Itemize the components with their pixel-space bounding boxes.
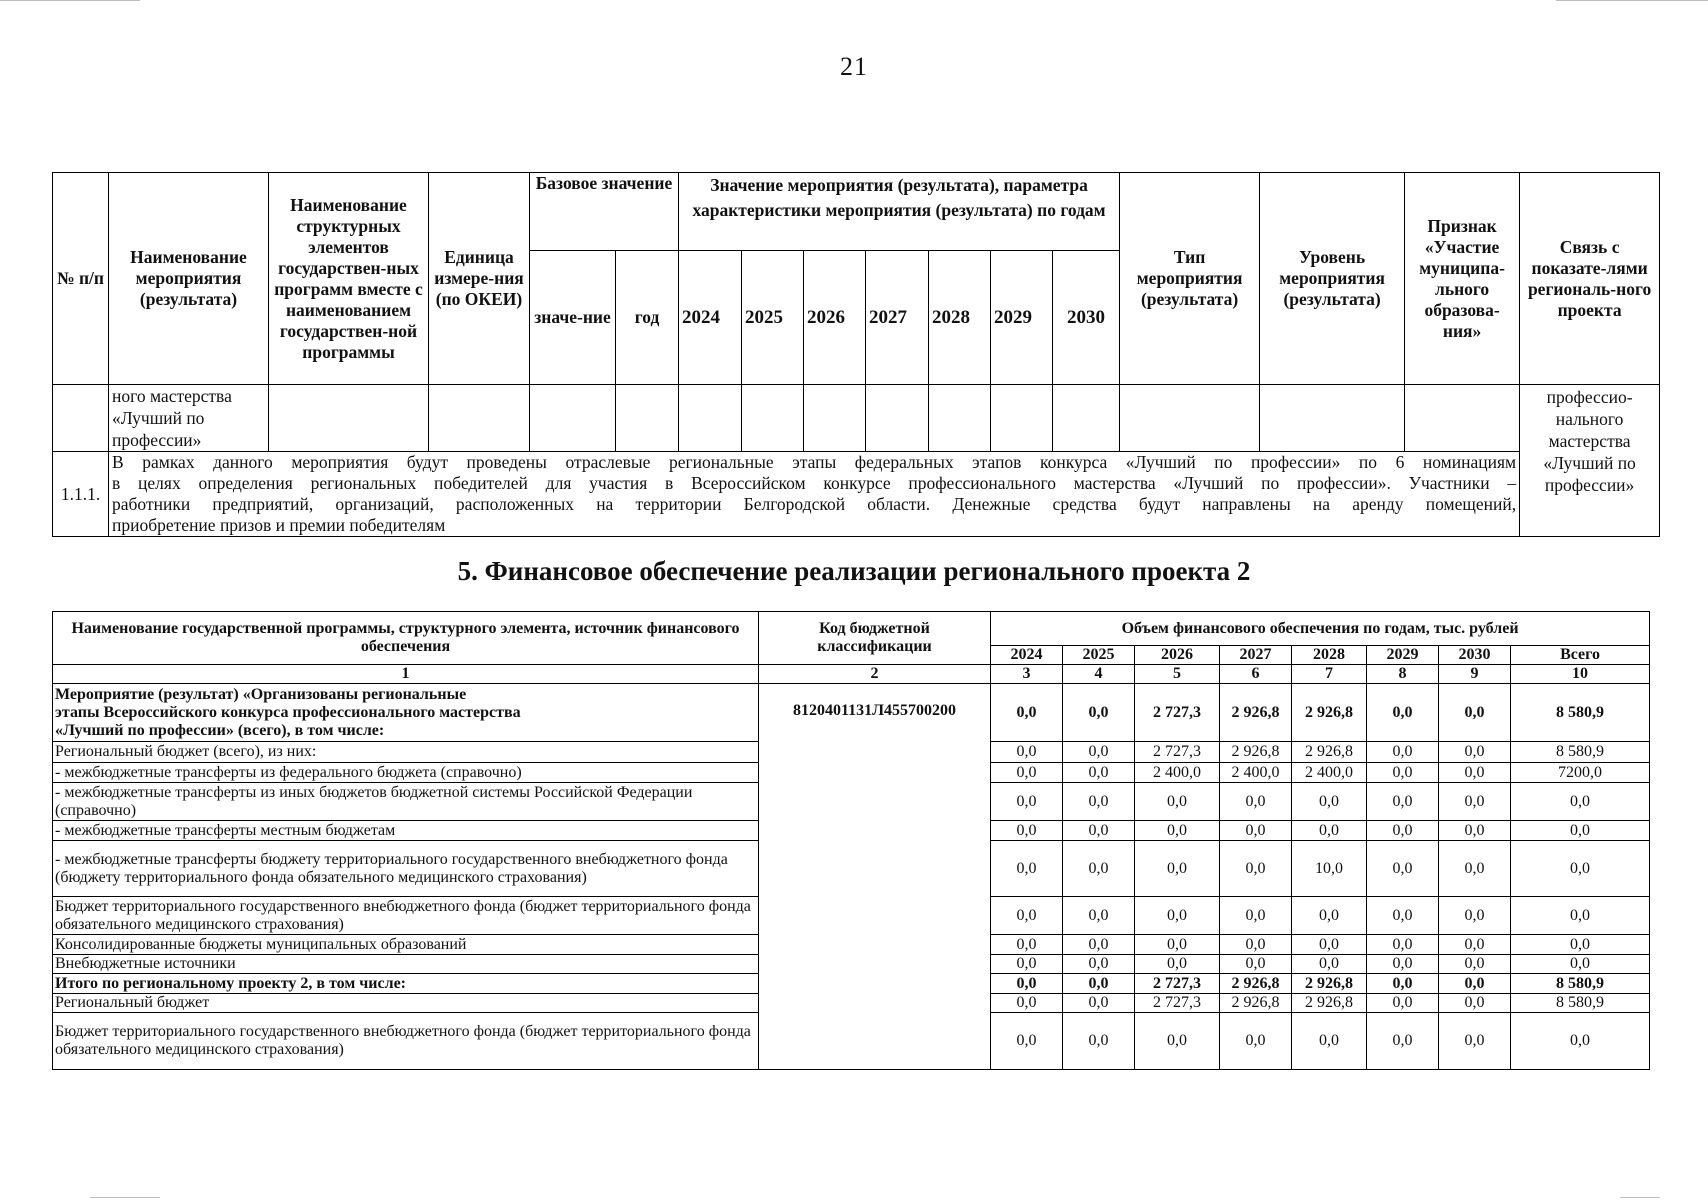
financing-row-value: 0,0 — [1135, 841, 1220, 897]
financing-row-value: 2 926,8 — [1220, 742, 1292, 763]
financing-row-total: 8 580,9 — [1511, 994, 1650, 1013]
financing-row-value: 0,0 — [1063, 1013, 1135, 1070]
financing-row-value: 0,0 — [1292, 955, 1367, 974]
financing-row-value: 0,0 — [1367, 821, 1439, 841]
financing-row-value: 0,0 — [1367, 974, 1439, 994]
header-activity-name: Наименование мероприятия (результата) — [109, 173, 269, 385]
header-structural-elements: Наименование структурных элементов государствен-ных программ вместе с наименованием государствен-ной программы — [269, 173, 429, 385]
financing-row-label: - межбюджетные трансферты из федерального бюджета (справочно) — [53, 763, 759, 783]
empty-cell — [1260, 385, 1405, 452]
financing-row-label: - межбюджетные трансферты местным бюджетам — [53, 821, 759, 841]
financing-row-value: 0,0 — [1063, 974, 1135, 994]
header-number: № п/п — [53, 173, 109, 385]
fin-column-number: 3 — [991, 665, 1063, 684]
financing-row-value: 0,0 — [1439, 821, 1511, 841]
financing-row-value: 0,0 — [1063, 684, 1135, 742]
financing-row-value: 0,0 — [1367, 684, 1439, 742]
financing-row-value: 0,0 — [1292, 821, 1367, 841]
empty-cell — [679, 385, 742, 452]
header-year-2029: 2029 — [991, 251, 1053, 385]
financing-row-value: 0,0 — [1367, 897, 1439, 935]
financing-row-label: Региональный бюджет (всего), из них: — [53, 742, 759, 763]
financing-row-value: 0,0 — [1135, 821, 1220, 841]
header-base-year: год — [616, 251, 679, 385]
header-municipal-participation: Признак «Участие муниципа-льного образова-ния» — [1405, 173, 1520, 385]
scan-edge-bottom-right — [1620, 1197, 1660, 1198]
fin-column-number: 4 — [1063, 665, 1135, 684]
fin-header-year: 2030 — [1439, 646, 1511, 665]
financing-row-value: 0,0 — [991, 935, 1063, 955]
fin-header-year: 2025 — [1063, 646, 1135, 665]
financing-row-value: 0,0 — [991, 955, 1063, 974]
financing-table — [52, 611, 1650, 1070]
financing-row-value: 0,0 — [1292, 1013, 1367, 1070]
header-year-2024: 2024 — [679, 251, 742, 385]
empty-cell — [1120, 385, 1260, 452]
financing-row-total: 0,0 — [1511, 783, 1650, 821]
header-year-2030: 2030 — [1053, 251, 1120, 385]
financing-row-label: Региональный бюджет — [53, 994, 759, 1013]
financing-row-label: Мероприятие (результат) «Организованы региональные этапы Всероссийского конкурса профессионального мастерства «Лучший по профессии» (всего), в том числе: — [53, 684, 759, 742]
header-values-by-year: Значение мероприятия (результата), параметра характеристики мероприятия (результата) по годам — [679, 173, 1120, 251]
financing-row-label: - межбюджетные трансферты из иных бюджетов бюджетной системы Российской Федерации (справочно) — [53, 783, 759, 821]
financing-row-value: 2 727,3 — [1135, 974, 1220, 994]
financing-row-value: 10,0 — [1292, 841, 1367, 897]
financing-row-value: 0,0 — [1439, 783, 1511, 821]
financing-row-value: 0,0 — [1220, 821, 1292, 841]
financing-row-value: 0,0 — [1220, 935, 1292, 955]
fin-header-year: 2029 — [1367, 646, 1439, 665]
header-base-value-amount: значе-ние — [530, 251, 616, 385]
empty-cell — [530, 385, 616, 452]
financing-row-value: 2 400,0 — [1135, 763, 1220, 783]
financing-row-value: 0,0 — [1220, 1013, 1292, 1070]
financing-row-value: 0,0 — [1292, 935, 1367, 955]
header-base-value: Базовое значение — [530, 173, 679, 251]
header-link-indicators: Связь с показате-лями региональ-ного проекта — [1520, 173, 1660, 385]
link-indicators-value: профессио-нального мастерства «Лучший по профессии» — [1520, 385, 1660, 537]
financing-row-value: 2 926,8 — [1292, 742, 1367, 763]
financing-row-value: 2 400,0 — [1292, 763, 1367, 783]
financing-row-value: 0,0 — [1135, 935, 1220, 955]
financing-row-value: 0,0 — [991, 1013, 1063, 1070]
section-title: 5. Финансовое обеспечение реализации регионального проекта 2 — [457, 556, 1251, 586]
financing-row-total: 0,0 — [1511, 841, 1650, 897]
financing-row-value: 0,0 — [1135, 897, 1220, 935]
fin-column-number: 1 — [53, 665, 759, 684]
scan-edge-top-right — [1556, 0, 1708, 1]
financing-row-total: 0,0 — [1511, 821, 1650, 841]
empty-cell — [929, 385, 991, 452]
scan-edge-top-left — [0, 0, 140, 1]
financing-row-value: 0,0 — [1367, 841, 1439, 897]
empty-cell — [742, 385, 804, 452]
financing-row-value: 2 926,8 — [1292, 994, 1367, 1013]
financing-row-value: 0,0 — [991, 684, 1063, 742]
empty-cell — [429, 385, 530, 452]
activity-name-continuation: ного мастерства «Лучший по профессии» — [109, 385, 269, 452]
financing-row-value: 0,0 — [1063, 821, 1135, 841]
description-line: В рамках данного мероприятия будут проведены отраслевые региональные этапы федеральных этапов конкурса «Лучший по профессии» по 6 номинациям — [112, 452, 1517, 472]
scan-edge-bottom-left — [90, 1197, 160, 1198]
financing-row-value: 0,0 — [1439, 974, 1511, 994]
empty-cell — [804, 385, 866, 452]
financing-row-value: 0,0 — [1063, 897, 1135, 935]
financing-row-value: 0,0 — [1135, 783, 1220, 821]
financing-row-value: 0,0 — [1063, 955, 1135, 974]
description-line: приобретение призов и премии победителям — [112, 515, 446, 535]
financing-row-value: 0,0 — [991, 841, 1063, 897]
financing-row-value: 0,0 — [1439, 897, 1511, 935]
financing-row-value: 0,0 — [1220, 783, 1292, 821]
financing-row-value: 2 727,3 — [1135, 684, 1220, 742]
financing-row-value: 0,0 — [1367, 994, 1439, 1013]
financing-row-value: 0,0 — [1439, 955, 1511, 974]
financing-row-value: 0,0 — [1292, 897, 1367, 935]
fin-header-total: Всего — [1511, 646, 1650, 665]
financing-row-value: 2 926,8 — [1220, 684, 1292, 742]
financing-row-label: Итого по региональному проекту 2, в том числе: — [53, 974, 759, 994]
fin-header-code: Код бюджетной классификации — [759, 612, 991, 665]
fin-header-year: 2024 — [991, 646, 1063, 665]
header-year-2027: 2027 — [866, 251, 929, 385]
financing-row-value: 0,0 — [991, 742, 1063, 763]
description-line: работники предприятий, организаций, расположенных на территории Белгородской области. Денежные средства будут направлены на аренду помещений, — [112, 494, 1517, 514]
header-unit: Единица измере-ния (по ОКЕИ) — [429, 173, 530, 385]
financing-row — [53, 684, 1650, 742]
empty-cell — [866, 385, 929, 452]
financing-rows — [53, 684, 1650, 1070]
fin-header-volume: Объем финансового обеспечения по годам, тыс. рублей — [991, 612, 1650, 646]
financing-row-value: 0,0 — [1063, 994, 1135, 1013]
financing-row-value: 0,0 — [1367, 1013, 1439, 1070]
fin-column-number: 5 — [1135, 665, 1220, 684]
financing-row-value: 0,0 — [1367, 955, 1439, 974]
financing-row-label: Консолидированные бюджеты муниципальных образований — [53, 935, 759, 955]
financing-row-value: 0,0 — [1367, 783, 1439, 821]
financing-row-label: Внебюджетные источники — [53, 955, 759, 974]
empty-cell — [1405, 385, 1520, 452]
fin-column-number: 6 — [1220, 665, 1292, 684]
financing-row-value: 0,0 — [991, 763, 1063, 783]
financing-row-value: 0,0 — [1220, 955, 1292, 974]
fin-header-year: 2027 — [1220, 646, 1292, 665]
financing-row-value: 2 727,3 — [1135, 994, 1220, 1013]
financing-row-value: 0,0 — [1439, 684, 1511, 742]
financing-row-value: 0,0 — [1367, 935, 1439, 955]
financing-row-value: 0,0 — [1063, 935, 1135, 955]
empty-cell — [1053, 385, 1120, 452]
financing-row-total: 0,0 — [1511, 955, 1650, 974]
financing-row-label: Бюджет территориального государственного внебюджетного фонда (бюджет территориального фонда обязательного медицинского страхования) — [53, 897, 759, 935]
empty-cell — [53, 385, 109, 452]
empty-cell — [269, 385, 429, 452]
fin-column-number: 7 — [1292, 665, 1367, 684]
financing-row-value: 2 727,3 — [1135, 742, 1220, 763]
financing-row-total: 0,0 — [1511, 897, 1650, 935]
activity-number: 1.1.1. — [53, 452, 109, 537]
financing-row-value: 0,0 — [1439, 935, 1511, 955]
financing-row-value: 0,0 — [991, 783, 1063, 821]
financing-row-value: 0,0 — [1135, 955, 1220, 974]
financing-row-value: 0,0 — [991, 821, 1063, 841]
financing-row-value: 0,0 — [1439, 994, 1511, 1013]
financing-row-value: 0,0 — [1063, 742, 1135, 763]
financing-row-value: 2 926,8 — [1292, 684, 1367, 742]
header-activity-type: Тип мероприятия (результата) — [1120, 173, 1260, 385]
financing-row-value: 2 926,8 — [1220, 974, 1292, 994]
fin-header-year: 2028 — [1292, 646, 1367, 665]
fin-column-number: 8 — [1367, 665, 1439, 684]
activity-parameters-table — [52, 172, 1660, 537]
financing-row-total: 0,0 — [1511, 935, 1650, 955]
financing-row-value: 2 400,0 — [1220, 763, 1292, 783]
header-year-2025: 2025 — [742, 251, 804, 385]
financing-row-value: 0,0 — [1367, 742, 1439, 763]
fin-column-number: 2 — [759, 665, 991, 684]
financing-row-value: 0,0 — [1439, 1013, 1511, 1070]
financing-row-value: 0,0 — [1063, 841, 1135, 897]
financing-row-total: 0,0 — [1511, 1013, 1650, 1070]
financing-row-value: 0,0 — [1367, 763, 1439, 783]
financing-row-value: 0,0 — [1439, 763, 1511, 783]
financing-row-value: 0,0 — [991, 897, 1063, 935]
page-number: 21 — [840, 52, 868, 81]
empty-cell — [616, 385, 679, 452]
financing-row-value: 0,0 — [1439, 742, 1511, 763]
financing-row-value: 2 926,8 — [1220, 994, 1292, 1013]
financing-row-total: 8 580,9 — [1511, 684, 1650, 742]
activity-description — [109, 452, 1520, 537]
financing-row-value: 0,0 — [991, 994, 1063, 1013]
financing-row-value: 0,0 — [1063, 763, 1135, 783]
header-year-2026: 2026 — [804, 251, 866, 385]
fin-header-year: 2026 — [1135, 646, 1220, 665]
financing-row-value: 0,0 — [1135, 1013, 1220, 1070]
financing-row-label: Бюджет территориального государственного внебюджетного фонда (бюджет территориального фонда обязательного медицинского страхования) — [53, 1013, 759, 1070]
financing-row-value: 0,0 — [1292, 783, 1367, 821]
header-year-2028: 2028 — [929, 251, 991, 385]
financing-row-value: 0,0 — [1439, 841, 1511, 897]
financing-row-value: 0,0 — [991, 974, 1063, 994]
empty-cell — [991, 385, 1053, 452]
financing-row-total: 8 580,9 — [1511, 974, 1650, 994]
financing-row-value: 0,0 — [1063, 783, 1135, 821]
financing-row-total: 8 580,9 — [1511, 742, 1650, 763]
header-activity-level: Уровень мероприятия (результата) — [1260, 173, 1405, 385]
fin-column-number: 9 — [1439, 665, 1511, 684]
fin-header-name: Наименование государственной программы, структурного элемента, источник финансового обеспечения — [53, 612, 759, 665]
description-line: в целях определения региональных победителей для участия в Всероссийском конкурсе профессионального мастерства «Лучший по профессии». Участники – — [112, 473, 1517, 493]
financing-row-value: 2 926,8 — [1292, 974, 1367, 994]
budget-code: 8120401131Л455700200 — [759, 684, 991, 1070]
financing-row-label: - межбюджетные трансферты бюджету территориального государственного внебюджетного фонда (бюджету территориального фонда обязательного медицинского страхования) — [53, 841, 759, 897]
fin-column-number: 10 — [1511, 665, 1650, 684]
financing-row-value: 0,0 — [1220, 841, 1292, 897]
financing-row-total: 7200,0 — [1511, 763, 1650, 783]
financing-row-value: 0,0 — [1220, 897, 1292, 935]
